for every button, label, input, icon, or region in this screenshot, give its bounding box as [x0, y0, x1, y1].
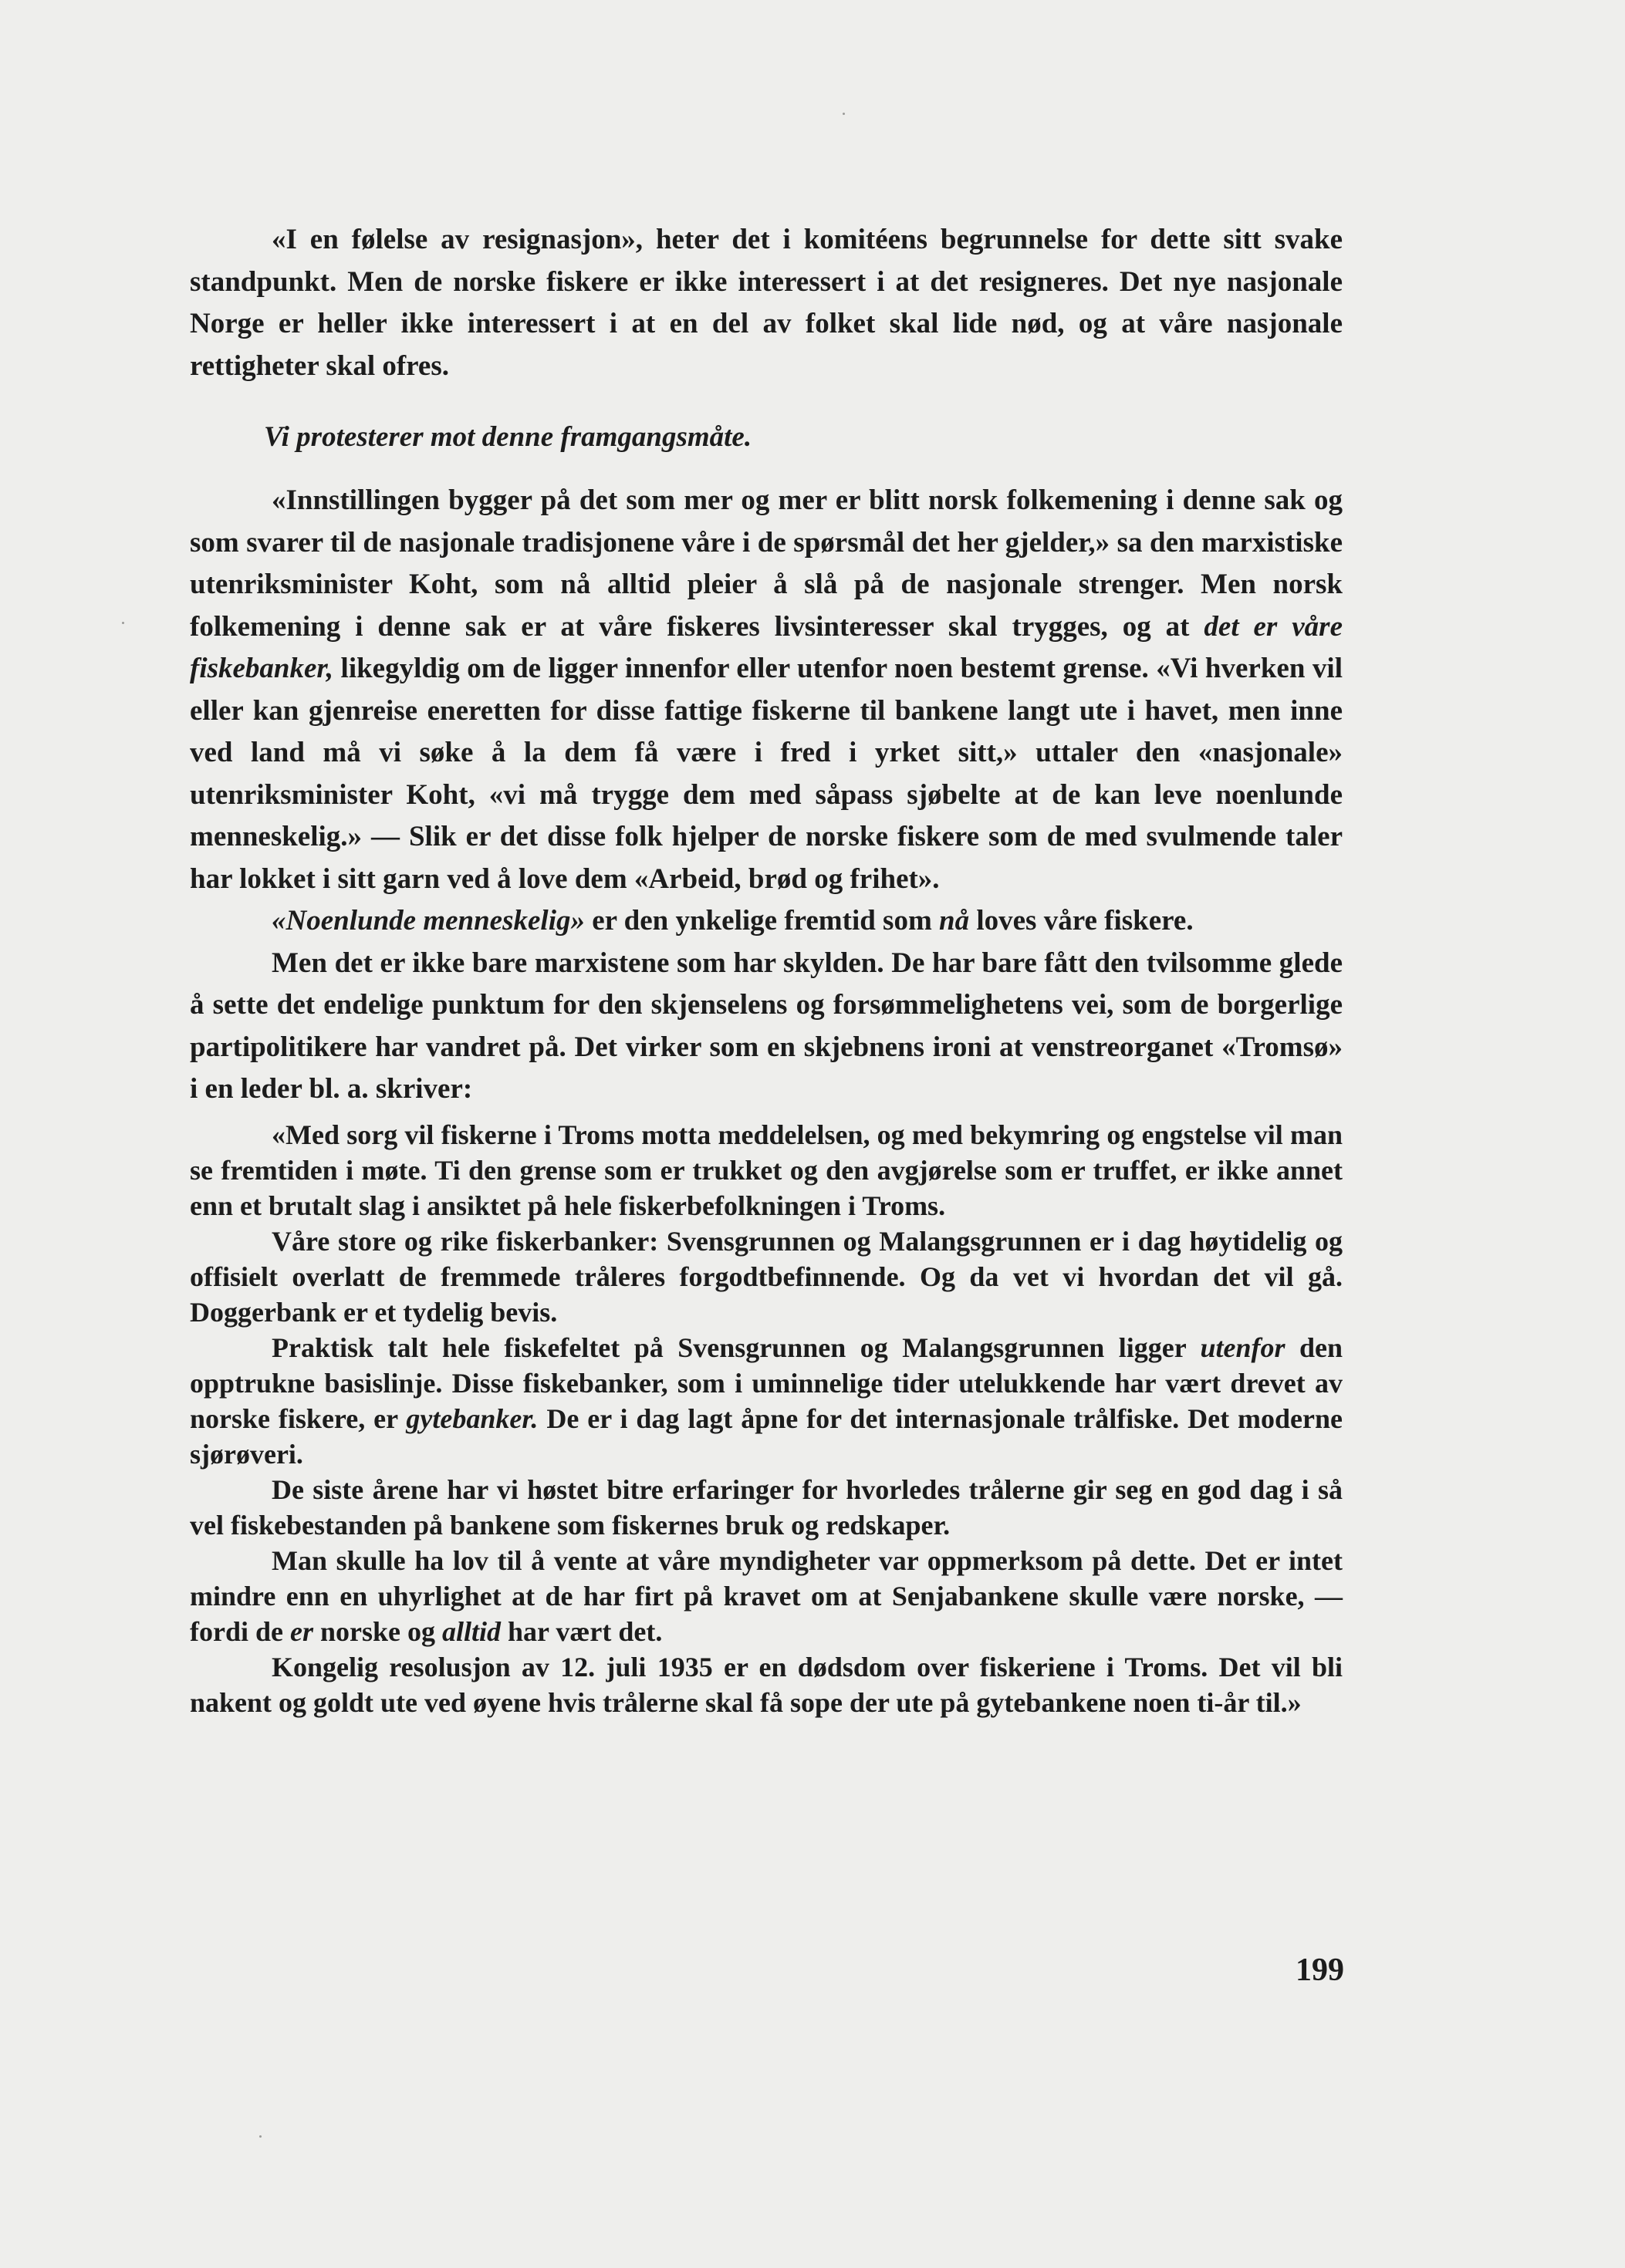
text-run: loves våre fiskere. [969, 905, 1194, 937]
quoted-paragraph [190, 1117, 1343, 1223]
italic-text: «Noenlunde menneskelig» [272, 905, 585, 937]
text-run: den opptrukne basislinje. Disse fiskebanker, som i uminnelige tider utelukkende har vært drevet av norske fiskere, er [190, 1331, 1343, 1434]
quoted-paragraph [190, 1543, 1343, 1649]
text-run: «Med sorg vil fiskerne i Troms motta meddelelsen, og med bekymring og engstelse vil man se fremtiden i møte. Ti den grense som er trukket og den avgjørelse som er truffet, er ikke annet enn et brutalt slag i ansiktet på hele fiskerbefolkningen i Troms. [190, 1119, 1343, 1221]
text-run: De er i dag lagt åpne for det internasjonale trålfiske. Det moderne sjørøveri. [190, 1402, 1343, 1470]
text-run: norske og [313, 1615, 443, 1647]
paper-speck [843, 113, 845, 115]
italic-text: nå [939, 905, 970, 937]
paper-speck [122, 622, 124, 624]
paragraph [190, 943, 1343, 1111]
text-run: De siste årene har vi høstet bitre erfaringer for hvorledes trålerne gir seg en god dag i så vel fiskebestanden på bankene som fiskernes bruk og redskaper. [190, 1473, 1343, 1541]
paragraph [190, 480, 1343, 900]
section-heading [190, 417, 1343, 458]
text-run: Man skulle ha lov til å vente at våre myndigheter var oppmerksom på dette. Det er intet mindre enn en uhyrlighet at de har firt på kravet om at Senjabankene skulle være norske, — fordi de [190, 1544, 1343, 1647]
body-text [190, 219, 1343, 1720]
text-run: Men det er ikke bare marxistene som har skylden. De har bare fått den tvilsomme glede å sette det endelige punktum for den skjenselens og forsømmelighetens vei, som de borgerlige partipolitikere har vandret på. Det virker som en skjebnens ironi at venstreorganet «Tromsø» i en leder bl. a. skriver: [190, 947, 1343, 1105]
italic-text: det er våre fiskebanker, [190, 610, 1343, 684]
quoted-paragraph [190, 1330, 1343, 1472]
paragraph [190, 900, 1343, 943]
italic-text: er [290, 1615, 313, 1647]
quoted-paragraph [190, 1223, 1343, 1330]
paper-speck [259, 2135, 262, 2138]
text-run: «I en følelse av resignasjon», heter det i komitéens begrunnelse for dette sitt svake standpunkt. Men de norske fiskere er ikke interessert i at det resigneres. Det nye nasjonale Norge er heller ikke interessert i at en del av folket skal lide nød, og at våre nasjonale rettigheter skal ofres. [190, 224, 1343, 382]
text-run: har vært det. [501, 1615, 663, 1647]
paragraph [190, 219, 1343, 387]
text-run: er den ynkelige fremtid som [585, 905, 940, 937]
page-number: 199 [1296, 1952, 1344, 1988]
text-run: Praktisk talt hele fiskefeltet på Svensgrunnen og Malangsgrunnen ligger [272, 1331, 1201, 1363]
italic-text: gytebanker. [406, 1402, 539, 1434]
italic-text: alltid [442, 1615, 502, 1647]
italic-text: utenfor [1200, 1331, 1285, 1363]
italic-text: Vi protesterer mot denne framgangsmåte. [264, 421, 752, 453]
text-run: likegyldig om de ligger innenfor eller utenfor noen bestemt grense. «Vi hverken vil eller kan gjenreise eneretten for disse fattige fiskerne til bankene langt ute i havet, men inne ved land må vi søke å la dem få være i fred i yrket sitt,» uttaler den «nasjonale» utenriksminister Koht, «vi må trygge dem med såpass sjøbelte at de kan leve noenlunde menneskelig.» — Slik er det disse folk hjelper de norske fiskere som de med svulmende taler har lokket i sitt garn ved å love dem «Arbeid, brød og frihet». [190, 653, 1343, 895]
text-run: Våre store og rike fiskerbanker: Svensgrunnen og Malangsgrunnen er i dag høytidelig og offisielt overlatt de fremmede tråleres forgodtbefinnende. Og da vet vi hvordan det vil gå. Doggerbank er et tydelig bevis. [190, 1225, 1343, 1328]
text-run: Kongelig resolusjon av 12. juli 1935 er en dødsdom over fiskeriene i Troms. Det vil bli nakent og goldt ute ved øyene hvis trålerne skal få sope der ute på gytebankene noen ti-år til.» [190, 1651, 1343, 1718]
quoted-paragraph [190, 1649, 1343, 1720]
quoted-paragraph [190, 1472, 1343, 1543]
text-run: «Innstillingen bygger på det som mer og mer er blitt norsk folkemening i denne sak og som svarer til de nasjonale tradisjonene våre i de spørsmål det her gjelder,» sa den marxistiske utenriksminister Koht, som nå alltid pleier å slå på de nasjonale strenger. Men norsk folkemening i denne sak er at våre fiskeres livsinteresser skal trygges, og at [190, 484, 1343, 643]
